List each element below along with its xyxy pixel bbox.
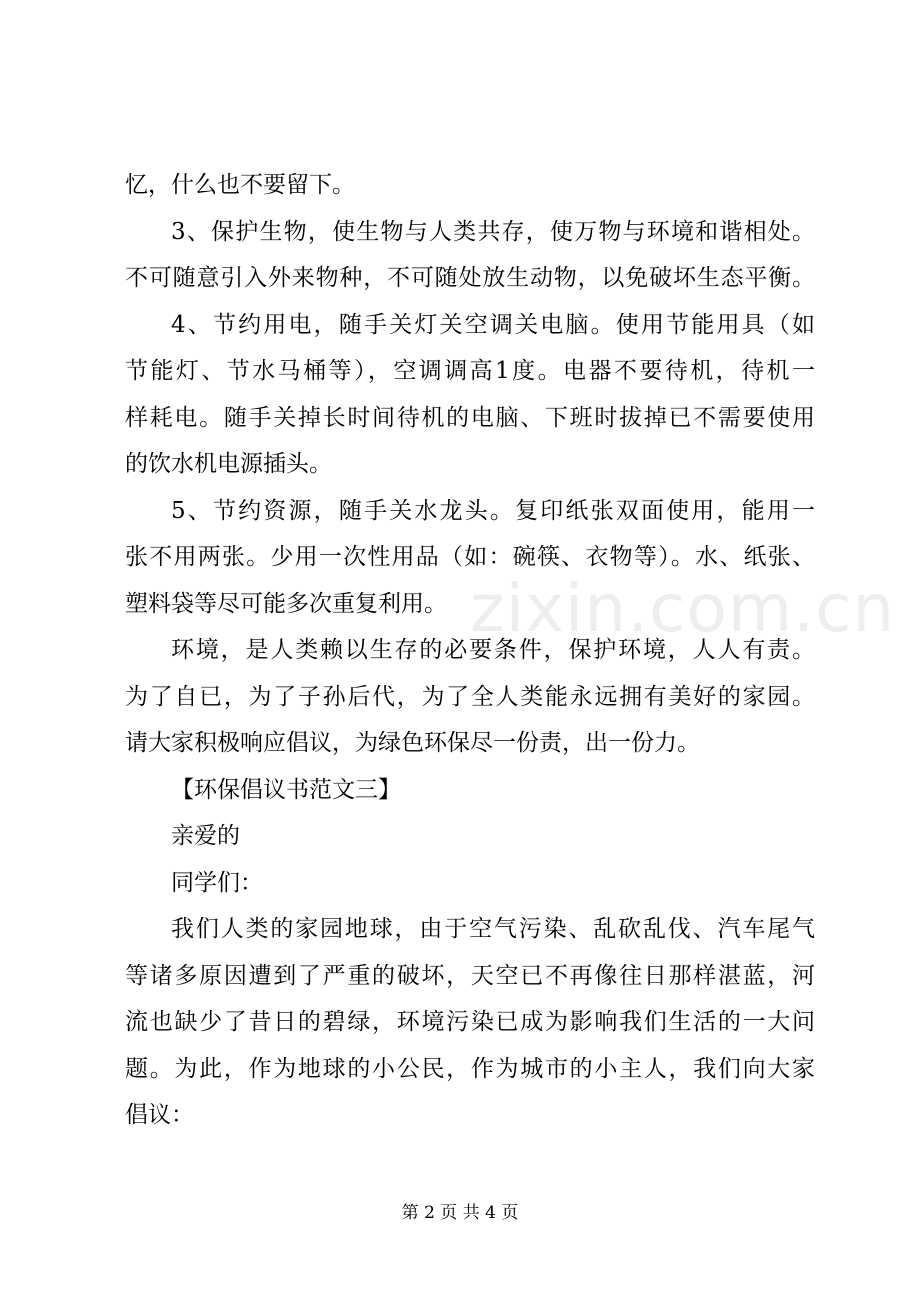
text-line: 等诸多原因遭到了严重的破坏，天空已不再像往日那样湛蓝，河 [125, 962, 815, 989]
text-line: 5、节约资源，随手关水龙头。复印纸张双面使用，能用一 [171, 497, 815, 524]
text-line: 我们人类的家园地球，由于空气污染、乱砍乱伐、汽车尾气 [171, 916, 815, 942]
text-line: 4、节约用电，随手关灯关空调关电脑。使用节能用具（如 [171, 311, 815, 338]
text-line: 同学们： [171, 869, 263, 896]
text-line: 的饮水机电源插头。 [125, 451, 332, 477]
text-line: 不可随意引入外来物种，不可随处放生动物，以免破坏生态平衡。 [125, 265, 815, 291]
text-line: 塑料袋等尽可能多次重复利用。 [125, 590, 447, 617]
watermark: zixin.com.cn [470, 570, 896, 647]
text-line: 样耗电。随手关掉长时间待机的电脑、下班时拔掉已不需要使用 [125, 404, 815, 431]
text-line: 请大家积极响应倡议，为绿色环保尽一份责，出一份力。 [125, 730, 700, 756]
page-footer: 第 2 页 共 4 页 [401, 1203, 519, 1223]
text-line: 张不用两张。少用一次性用品（如：碗筷、衣物等）。水、纸张、 [125, 544, 815, 570]
text-line: 节能灯、节水马桶等），空调调高1度。电器不要待机，待机一 [125, 358, 815, 384]
text-line: 题。为此，作为地球的小公民，作为城市的小主人，我们向大家 [125, 1055, 815, 1082]
text-line: 3、保护生物，使生物与人类共存，使万物与环境和谐相处。 [171, 218, 815, 245]
text-line: 亲爱的 [171, 823, 240, 849]
text-line: 流也缺少了昔日的碧绿，环境污染已成为影响我们生活的一大问 [125, 1009, 815, 1035]
text-line: 倡议： [125, 1102, 194, 1128]
text-line: 环境，是人类赖以生存的必要条件，保护环境，人人有责。 [171, 637, 815, 663]
document-body [125, 162, 815, 1139]
text-line: 为了自已，为了子孙后代，为了全人类能永远拥有美好的家园。 [125, 683, 815, 710]
text-line: 忆，什么也不要留下。 [125, 172, 355, 198]
section-heading: 【环保倡议书范文三】 [171, 776, 401, 803]
